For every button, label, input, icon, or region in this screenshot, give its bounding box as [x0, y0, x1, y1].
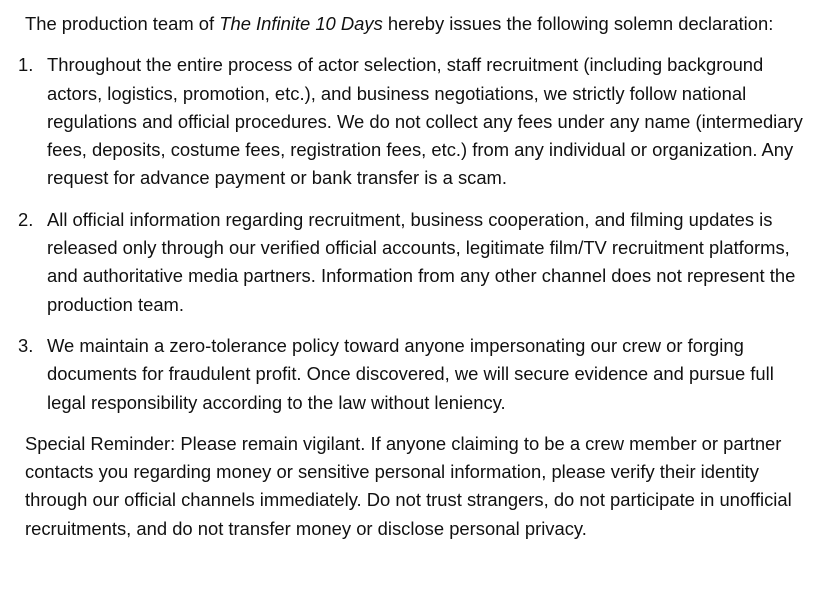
- production-title: The Infinite 10 Days: [219, 13, 383, 34]
- intro-text-before: The production team of: [25, 13, 220, 34]
- list-item: [18, 51, 808, 192]
- list-item-text: All official information regarding recruitment, business cooperation, and filming updates is released only through our verified official accounts, legitimate film/TV recruitment platforms, and authoritative media partners. Information from any other channel does not represent the production team.: [47, 208, 796, 315]
- list-item-text: Throughout the entire process of actor selection, staff recruitment (including background actors, logistics, promotion, etc.), and business negotiations, we strictly follow national regulations and official procedures. We do not collect any fees under any name (intermediary fees, deposits, costume fees, registration fees, etc.) from any individual or organization. Any request for advance payment or bank transfer is a scam.: [47, 54, 803, 189]
- list-item-number: 3.: [18, 334, 34, 356]
- intro-text-after: hereby issues the following solemn declaration:: [382, 13, 774, 34]
- list-item: [18, 206, 808, 319]
- list-item-number: 1.: [18, 54, 34, 76]
- list-item-text: We maintain a zero-tolerance policy toward anyone impersonating our crew or forging documents for fraudulent profit. Once discovered, we will secure evidence and pursue full legal responsibility according to the law without leniency.: [47, 334, 774, 413]
- intro-paragraph: [25, 10, 808, 38]
- list-item-number: 2.: [18, 208, 34, 230]
- declaration-points-list: [18, 51, 808, 417]
- list-item: [18, 332, 808, 417]
- special-reminder-paragraph: Special Reminder: Please remain vigilant. If anyone claiming to be a crew member or partner contacts you regarding money or sensitive personal information, please verify their identity through our official channels immediately. Do not trust strangers, do not participate in unofficial recruitments, and do not transfer money or disclose personal privacy.: [25, 432, 792, 539]
